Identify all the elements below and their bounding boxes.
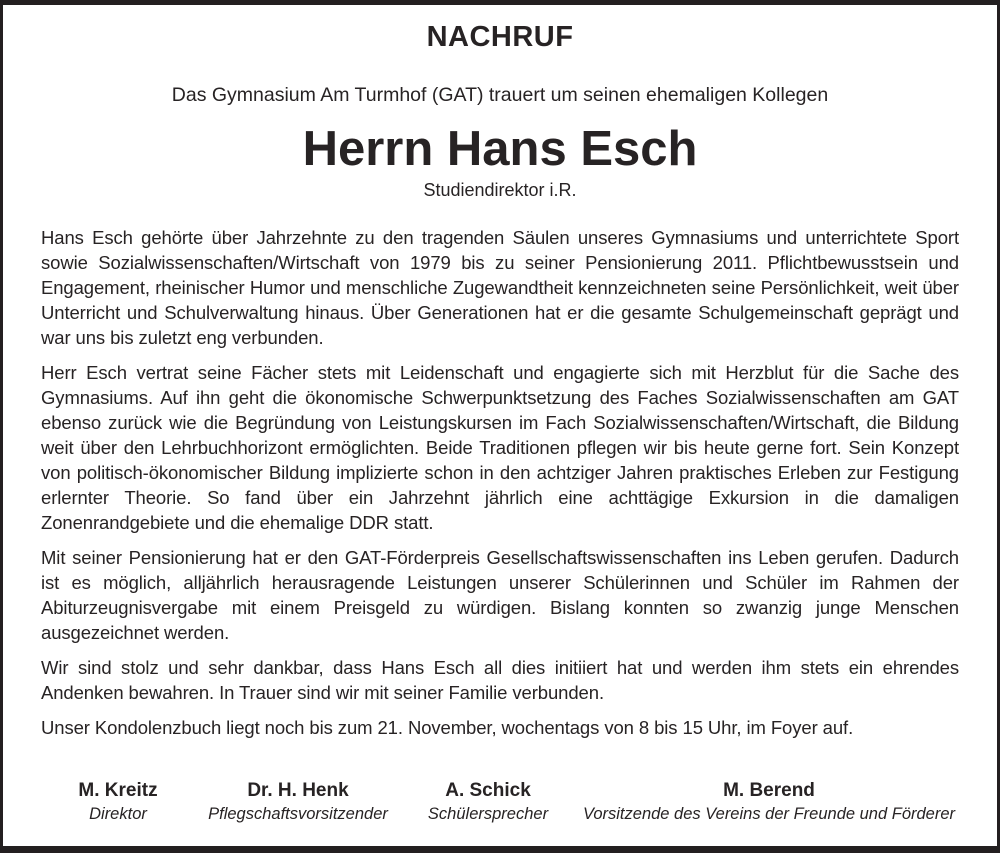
paragraph-foerderpreis: Mit seiner Pensionierung hat er den GAT-Förderpreis Gesellschaftswissenschaften ins Leben gerufen. Dadurch ist es möglich, alljährlich herausragende Leistungen unserer Schülerinnen und Schüler im Rahmen der Abiturzeugnisvergabe mit einem Preisgeld zu würdigen. Bislang konnten so zwanzig junge Menschen ausgezeichnet werden. [41,546,959,643]
signature-name: M. Kreitz [78,779,158,801]
signature-direktor [43,780,193,824]
deceased-name: Herrn Hans Esch [302,122,698,176]
signature-role: Vorsitzende des Vereins der Freunde und Förderer [582,804,956,823]
paragraph-biography: Hans Esch gehörte über Jahrzehnte zu den tragenden Säulen unseres Gymnasiums und unterrichtete Sport sowie Sozialwissenschaften/Wirtschaft von 1979 bis zu seiner Pensionierung 2011. Pflichtbewusstsein und Engagement, rheinischer Humor und menschliche Zugewandtheit kennzeichneten seine Persönlichkeit, weit über Unterricht und Schulverwaltung hinaus. Über Generationen hat er die gesamte Schulgemeinschaft geprägt und war uns bis zuletzt eng verbunden. [41,226,959,348]
deceased-title: Studiendirektor i.R. [423,179,577,200]
notice-content [3,21,997,824]
paragraph-kondolenzbuch: Unser Kondolenzbuch liegt noch bis zum 21. November, wochentags von 8 bis 15 Uhr, im Foyer auf. [41,716,854,738]
signature-vereinsvorsitzende [573,780,965,824]
intro-line: Das Gymnasium Am Turmhof (GAT) trauert um seinen ehemaligen Kollegen [171,84,829,106]
signature-name: Dr. H. Henk [247,779,349,801]
kicker-title: NACHRUF [426,21,574,53]
paragraph-gratitude: Wir sind stolz und sehr dankbar, dass Hans Esch all dies initiiert hat und werden ihm stets ein ehrendes Andenken bewahren. In Trauer sind wir mit seiner Familie verbunden. [41,656,959,703]
signature-pflegschaftsvorsitzender [193,780,403,824]
signature-role: Schülersprecher [427,804,549,823]
paragraph-subjects: Herr Esch vertrat seine Fächer stets mit Leidenschaft und engagierte sich mit Herzblut für die Sache des Gymnasiums. Auf ihn geht die ökonomische Schwerpunktsetzung des Faches Sozialwissenschaften am GAT ebenso zurück wie die Begründung von Leistungskursen im Fach Sozialwissenschaften/Wirtschaft, die Bildung weit über den Lehrbuchhorizont ermöglichten. Beide Traditionen pflegen wir bis heute gerne fort. Sein Konzept von politisch-ökonomischer Bildung implizierte schon in den achtziger Jahren praktisches Erleben zur Festigung erlernter Theorie. So fand über ein Jahrzehnt jährlich eine achttägige Exkursion in die damaligen Zonenrandgebiete und die ehemalige DDR statt. [41,361,959,533]
body-text [41,225,959,740]
signature-role: Pflegschaftsvorsitzender [208,804,388,823]
signature-schuelersprecher [403,780,573,824]
signature-name: A. Schick [445,779,531,801]
signature-role: Direktor [89,804,147,823]
signature-name: M. Berend [723,779,815,801]
signatures-row [41,780,959,824]
